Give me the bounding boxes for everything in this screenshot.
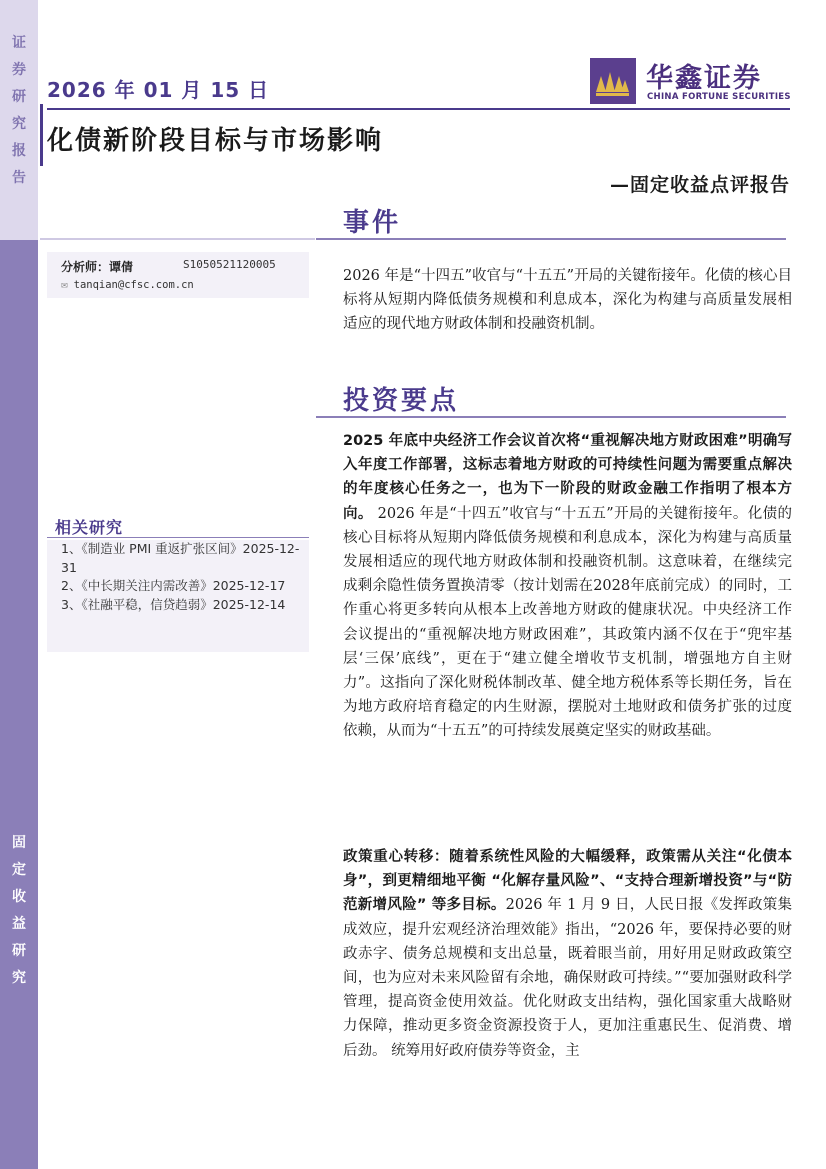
investment-heading: 投资要点 — [343, 386, 460, 416]
related-research-list — [47, 540, 309, 652]
sidebar-char: 研 — [12, 89, 26, 105]
sidebar-char: 告 — [12, 170, 26, 186]
investment-paragraph-2-lead: 政策重心转移：随着系统性风险的大幅缓释，政策需从关注“化债本身”，到更精细地平衡 “化解存量风险”、“支持合理新增投资”与“防范新增风险” 等多目标。 — [343, 849, 792, 914]
analyst-info-box — [47, 252, 309, 298]
sidebar-char: 证 — [12, 35, 26, 51]
sidebar-char: 报 — [12, 143, 26, 159]
sidebar-char: 研 — [12, 943, 26, 959]
analyst-name: 分析师：谭倩 — [61, 260, 134, 274]
investment-paragraph-1 — [343, 429, 792, 744]
analyst-email-row — [61, 278, 194, 291]
event-paragraph: 2026 年是“十四五”收官与“十五五”开局的关键衔接年。化债的核心目标将从短期内降低债务规模和利息成本，深化为构建与高质量发展相适应的现代地方财政体制和投融资机制。 — [343, 268, 792, 333]
sidebar-char: 究 — [12, 116, 26, 132]
left-column-rule — [40, 238, 315, 240]
sidebar-bottom-label — [0, 830, 38, 992]
envelope-icon: ✉ — [61, 278, 68, 291]
report-date: 2026 年 01 月 15 日 — [47, 78, 270, 102]
company-logo — [590, 56, 790, 106]
sidebar-char: 定 — [12, 862, 26, 878]
logo-english-text: CHINA FORTUNE SECURITIES — [647, 92, 791, 102]
investment-paragraph-1-body: 2026 年是“十四五”收官与“十五五”开局的关键衔接年。化债的核心目标将从短期内降低债务规模和利息成本，深化为构建与高质量发展相适应的现代地方财政体制和投融资机制。这意味着，在继续完成剩余隐性债务置换清零（按计划需在2028年底前完成）的同时，工作重心将更多转向从根本上改善地方财政的健康状况。中央经济工作会议提出的“重视解决地方财政困难”，其政策内涵不仅在于“兜牢基层‘三保’底线”，更在于“建立健全增收节支机制，增强地方自主财力”。这指向了深化财税体制改革、健全地方税体系等长期任务，旨在为地方政府培育稳定的内生财源，摆脱对土地财政和债务扩张的过度依赖，从而为“十五五”的可持续发展奠定坚实的财政基础。 — [343, 505, 792, 740]
page-subtitle: —固定收益点评报告 — [609, 174, 790, 196]
logo-mark-icon — [590, 58, 636, 104]
header-rule — [47, 108, 790, 110]
investment-heading-rule — [316, 416, 786, 418]
sidebar-top-label — [0, 30, 38, 192]
investment-paragraph-2-body: 2026 年 1 月 9 日，人民日报《发挥政策集成效应，提升宏观经济治理效能》指出，“2026 年，要保持必要的财政赤字、债务总规模和支出总量，既着眼当前，用好用足财政政策空间，也为应对未来风险留有余地，确保财政可持续。”“要加强财政科学管理，提高资金使用效益。优化财政支出结构，强化国家重大战略财力保障，推动更多资金资源投资于人，更加注重惠民生、促消费、增后劲。 统筹用好政府债券等资金，主 — [343, 897, 792, 1059]
sidebar-char: 益 — [12, 916, 26, 932]
related-research-item[interactable]: 3、《社融平稳，信贷趋弱》2025-12-14 — [61, 596, 286, 612]
related-research-heading: 相关研究 — [55, 518, 124, 537]
related-research-item[interactable]: 2、《中长期关注内需改善》2025-12-17 — [61, 578, 286, 593]
logo-chinese-text: 华鑫证券 — [646, 63, 762, 94]
sidebar-char: 固 — [12, 835, 26, 851]
event-heading: 事件 — [343, 208, 402, 238]
related-research-rule — [47, 537, 309, 538]
event-heading-rule — [316, 238, 786, 240]
sidebar-char: 究 — [12, 970, 26, 986]
investment-paragraph-1-lead: 2025 年底中央经济工作会议首次将“重视解决地方财政困难”明确写入年度工作部署，这标志着地方财政的可持续性问题为需要重点解决的年度核心任务之一，也为下一阶段的财政金融工作指明了根本方向。 — [343, 433, 792, 522]
title-accent-bar — [40, 104, 43, 166]
sidebar-char: 券 — [12, 62, 26, 78]
analyst-certificate-id: S1050521120005 — [183, 258, 276, 271]
page-title: 化债新阶段目标与市场影响 — [47, 126, 384, 156]
sidebar-char: 收 — [12, 889, 26, 905]
investment-paragraph-2 — [343, 845, 792, 1063]
analyst-email[interactable]: tanqian@cfsc.com.cn — [73, 279, 194, 291]
related-research-item[interactable]: 1、《制造业 PMI 重返扩张区间》2025-12-31 — [61, 541, 300, 575]
